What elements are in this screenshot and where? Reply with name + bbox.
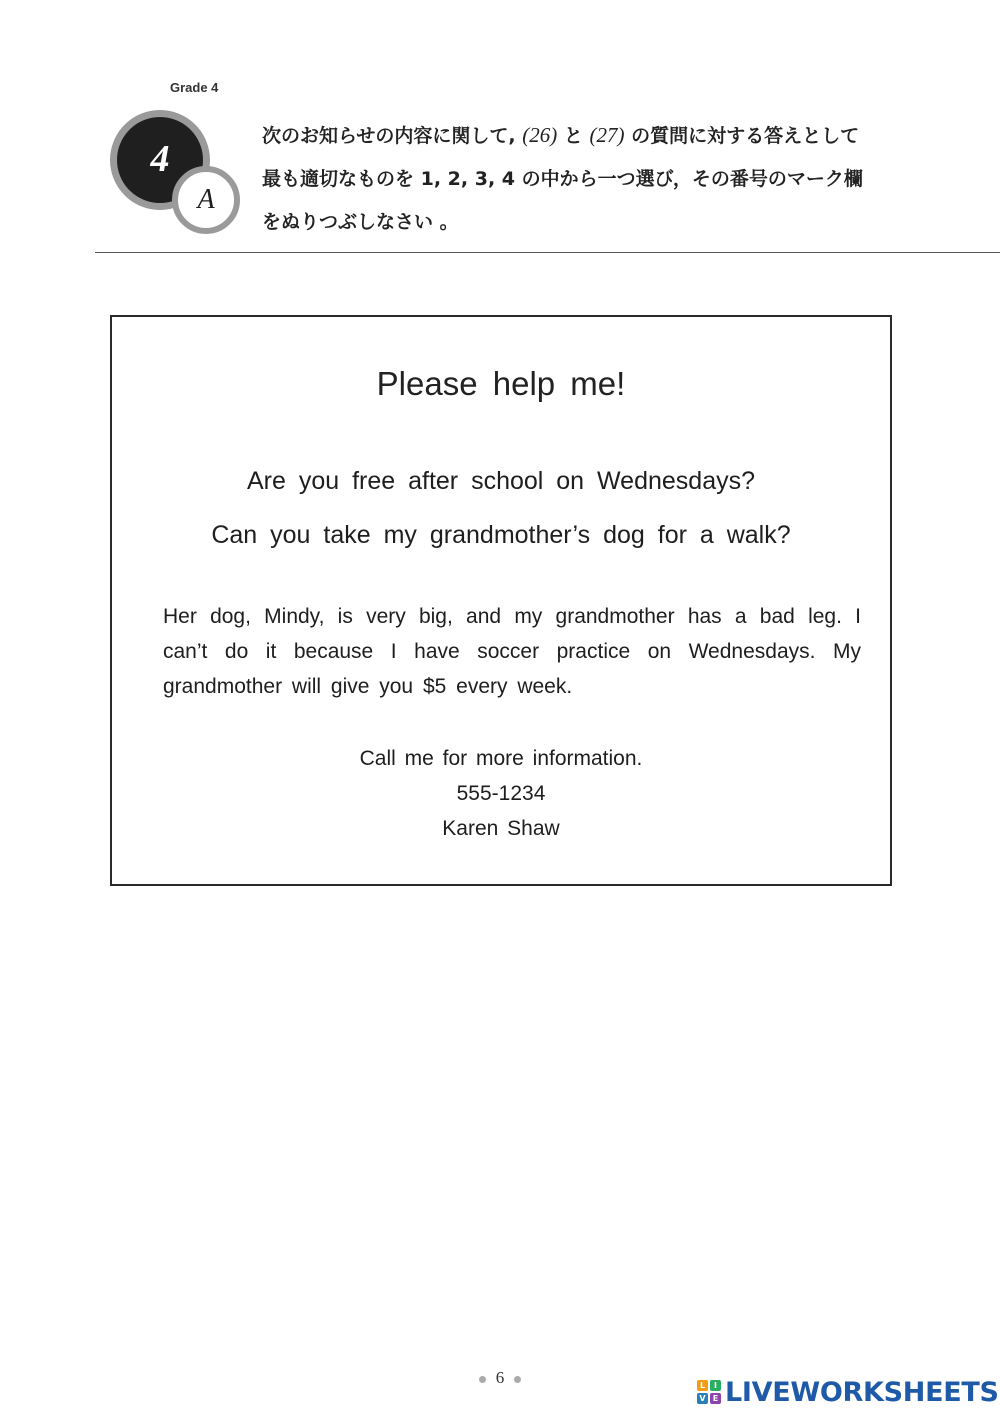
section-number: 4 (150, 138, 170, 180)
instruction-text: と (563, 125, 583, 147)
logo-mark-letter: V (697, 1393, 708, 1404)
notice-question-1: Are you free after school on Wednesdays? (246, 467, 756, 495)
liveworksheets-logo[interactable] (697, 1377, 999, 1407)
question-ref-27: (27) (589, 123, 625, 147)
header-divider (95, 252, 1000, 253)
notice-question-2: Can you take my grandmother’s dog for a walk? (211, 521, 791, 549)
logo-text: LIVEWORKSHEETS (725, 1376, 999, 1408)
instruction-line-3: をぬりつぶしなさい 。 (262, 211, 459, 233)
instruction-line-2: 最も適切なものを 1, 2, 3, 4 の中から一つ選び，その番号のマーク欄 (262, 168, 863, 190)
dot-icon (514, 1376, 521, 1383)
call-text: Call me for more information. (359, 747, 643, 770)
logo-mark-letter: E (710, 1393, 721, 1404)
logo-mark-icon (697, 1380, 721, 1404)
logo-mark-letter: I (710, 1380, 721, 1391)
instruction-text: の質問に対する答えとして (631, 125, 860, 147)
grade-label: Grade 4 (170, 80, 219, 95)
notice-box (110, 315, 892, 886)
dot-icon (479, 1376, 486, 1383)
notice-title: Please help me! (376, 365, 626, 402)
notice-contact (112, 741, 890, 846)
phone-number: 555-1234 (456, 782, 546, 805)
instruction-text: 次のお知らせの内容に関して, (262, 125, 516, 147)
page-number: 6 (495, 1368, 505, 1387)
logo-mark-letter: L (697, 1380, 708, 1391)
section-letter: A (197, 184, 215, 215)
section-letter-badge (172, 166, 240, 234)
signature-name: Karen Shaw (442, 817, 560, 840)
instructions (262, 114, 912, 244)
question-ref-26: (26) (522, 123, 558, 147)
notice-body: Her dog, Mindy, is very big, and my grandmother has a bad leg. I can’t do it because I have soccer practice on Wednesdays. My grandmother will give you $5 every week. (163, 605, 861, 698)
instruction-line-1 (262, 114, 912, 158)
